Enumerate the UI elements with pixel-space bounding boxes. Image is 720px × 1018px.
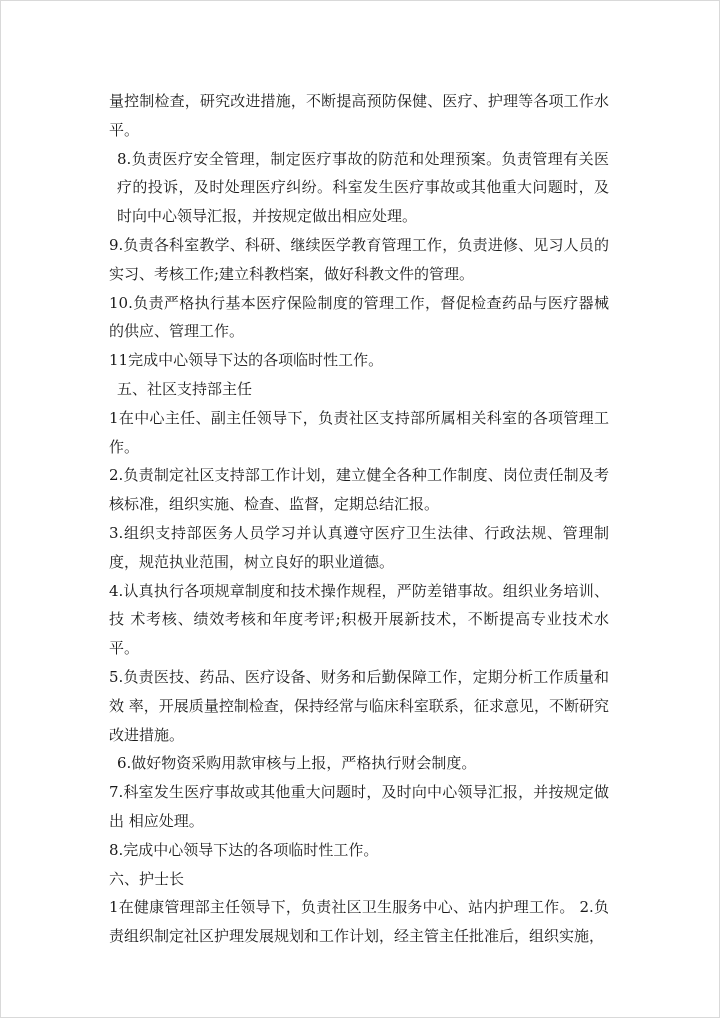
section-heading: 六、护士长 — [109, 869, 185, 888]
paragraph: 2.负责制定社区支持部工作计划，建立健全各种工作制度、岗位责任制及考核标准，组织实施、检查、监督，定期总结汇报。 — [109, 466, 609, 514]
paragraph: 8.负责医疗安全管理，制定医疗事故的防范和处理预案。负责管理有关医疗的投诉，及时处理医疗纠纷。科室发生医疗事故或其他重大问题时，及时向中心领导汇报，并按规定做出相应处理。 — [117, 149, 609, 226]
paragraph: 5.负责医技、药品、医疗设备、财务和后勤保障工作，定期分析工作质量和效 率，开展质量控制检查，保持经常与临床科室联系，征求意见，不断研究改进措施。 — [109, 667, 609, 744]
paragraph: 8.完成中心领导下达的各项临时性工作。 — [109, 840, 379, 859]
paragraph: 11完成中心领导下达的各项临时性工作。 — [109, 351, 384, 370]
paragraph: 量控制检查，研究改进措施，不断提高预防保健、医疗、护理等各项工作水平。 — [109, 92, 609, 139]
section-heading: 五、社区支持部主任 — [117, 379, 253, 398]
paragraph: 3.组织支持部医务人员学习并认真遵守医疗卫生法律、行政法规、管理制度，规范执业范围，树立良好的职业道德。 — [109, 523, 609, 571]
paragraph: 10.负责严格执行基本医疗保险制度的管理工作，督促检查药品与医疗器械的供应、管理工作。 — [109, 293, 609, 341]
paragraph: 4.认真执行各项规章制度和技术操作规程，严防差错事故。组织业务培训、技 术考核、绩效考核和年度考评;积极开展新技术，不断提高专业技术水平。 — [109, 581, 609, 658]
paragraph: 7.科室发生医疗事故或其他重大问题时，及时向中心领导汇报，并按规定做出 相应处理。 — [109, 783, 609, 830]
paragraph: 1在中心主任、副主任领导下，负责社区支持部所属相关科室的各项管理工作。 — [109, 408, 609, 456]
paragraph: 1在健康管理部主任领导下，负责社区卫生服务中心、站内护理工作。 2.负责组织制定社区护理发展规划和工作计划，经主管主任批准后，组织实施， — [109, 898, 609, 946]
paragraph: 9.负责各科室教学、科研、继续医学教育管理工作，负责进修、见习人员的实习、考核工作;建立科教档案，做好科教文件的管理。 — [109, 235, 609, 283]
paragraph: 6.做好物资采购用款审核与上报，严格执行财会制度。 — [117, 754, 477, 773]
document-body — [109, 87, 609, 951]
